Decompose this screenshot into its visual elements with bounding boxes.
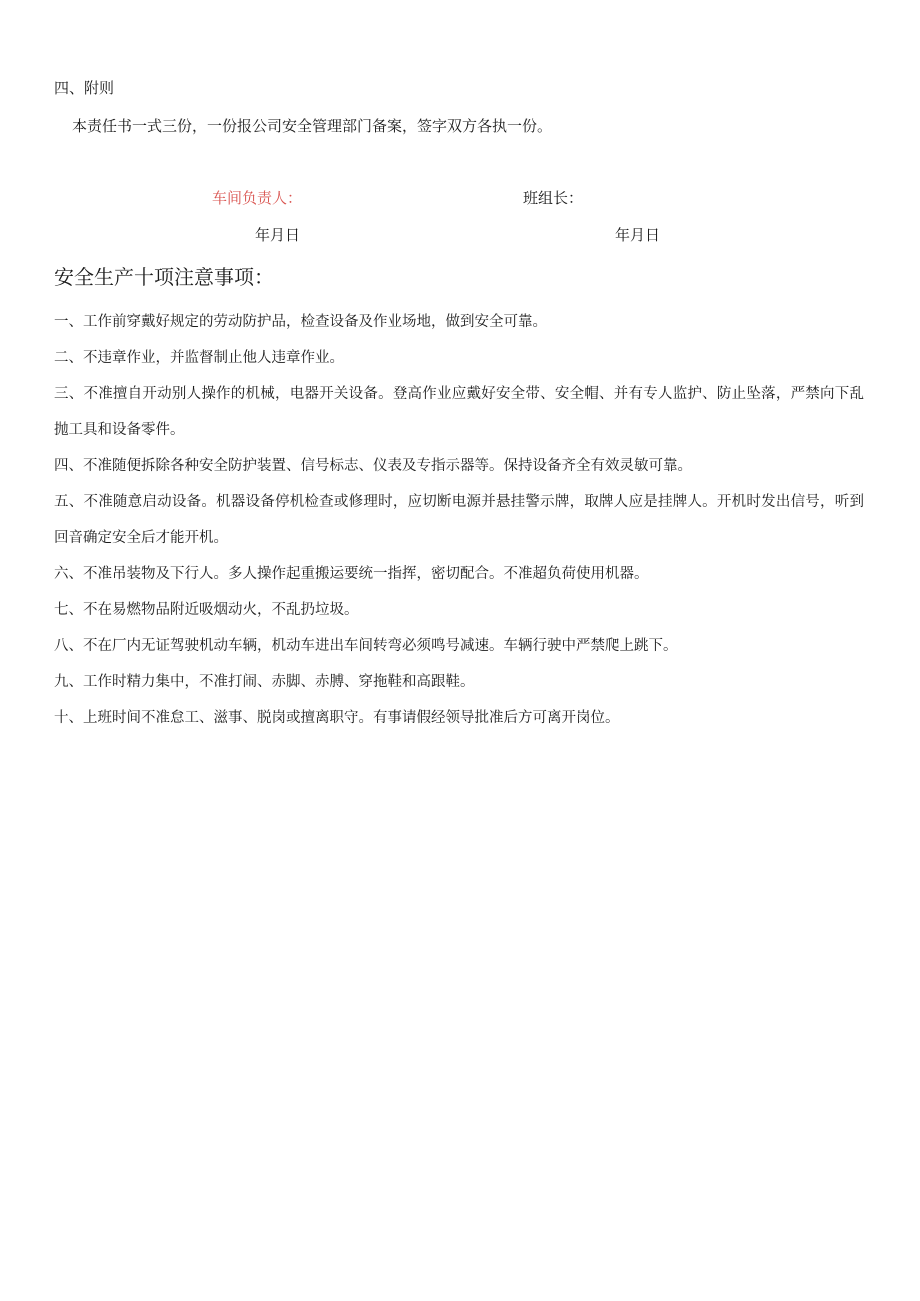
- appendix-paragraph: 本责任书一式三份，一份报公司安全管理部门备案，签字双方各执一份。: [72, 117, 553, 135]
- safety-rule-5: 五、不准随意启动设备。机器设备停机检查或修理时，应切断电源并悬挂警示牌，取牌人应是挂牌人。开机时发出信号，听到回音确定安全后才能开机。: [54, 494, 864, 546]
- safety-rule-10: 十、上班时间不准怠工、滋事、脱岗或擅离职守。有事请假经领导批准后方可离开岗位。: [54, 710, 620, 726]
- workshop-supervisor-signature-label: 车间负责人：: [212, 189, 303, 207]
- safety-rule-7: 七、不在易燃物品附近吸烟动火，不乱扔垃圾。: [54, 602, 359, 618]
- team-leader-signature-label: 班组长：: [523, 189, 584, 207]
- safety-rule-1: 一、工作前穿戴好规定的劳动防护品，检查设备及作业场地，做到安全可靠。: [54, 314, 547, 330]
- safety-rule-6: 六、不准吊装物及下行人。多人操作起重搬运要统一指挥，密切配合。不准超负荷使用机器。: [54, 566, 649, 582]
- safety-rule-3: 三、不准擅自开动别人操作的机械，电器开关设备。登高作业应戴好安全带、安全帽、并有专人监护、防止坠落，严禁向下乱抛工具和设备零件。: [54, 386, 864, 438]
- safety-rule-2: 二、不违章作业，并监督制止他人违章作业。: [54, 350, 344, 366]
- safety-rule-9: 九、工作时精力集中，不准打闹、赤脚、赤膊、穿拖鞋和高跟鞋。: [54, 674, 475, 690]
- workshop-supervisor-date: 年月日: [255, 226, 301, 244]
- team-leader-date: 年月日: [615, 226, 661, 244]
- safety-rules-title: 安全生产十项注意事项：: [54, 265, 274, 289]
- safety-rule-4: 四、不准随便拆除各种安全防护装置、信号标志、仪表及专指示器等。保持设备齐全有效灵敏可靠。: [54, 458, 692, 474]
- safety-rules-list: [54, 304, 864, 736]
- appendix-heading: 四、附则: [54, 79, 115, 97]
- safety-rule-8: 八、不在厂内无证驾驶机动车辆，机动车进出车间转弯必须鸣号减速。车辆行驶中严禁爬上跳下。: [54, 638, 678, 654]
